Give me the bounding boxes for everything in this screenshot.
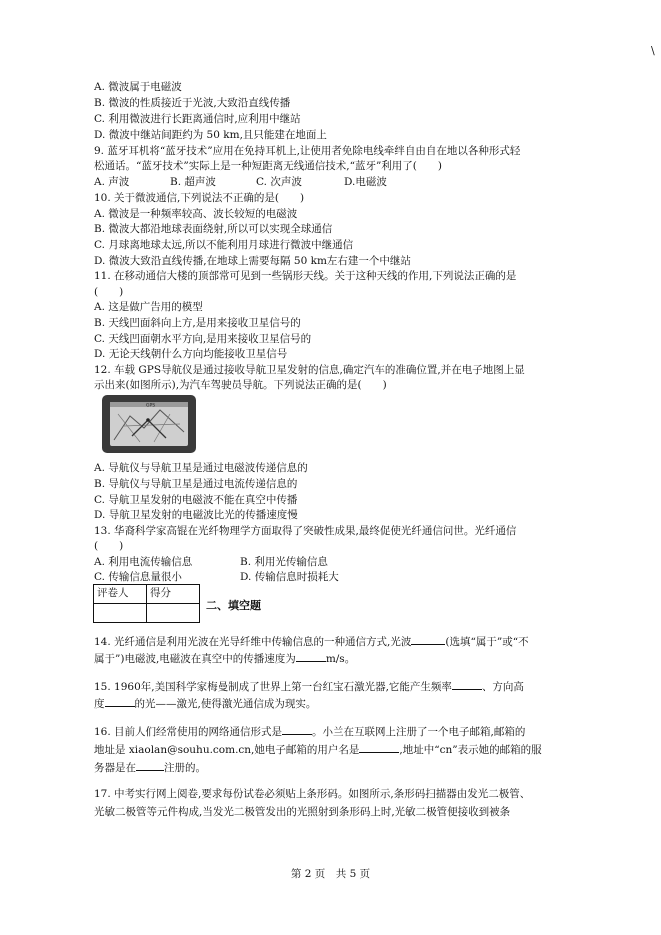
q15-blank-1 <box>452 678 482 690</box>
section-title: 二、填空题 <box>206 599 261 612</box>
q12-option-b: B. 导航仪与导航卫星是通过电流传递信息的 <box>94 478 298 490</box>
q10-stem: 10. 关于微波通信,下列说法不正确的是( ) <box>94 192 305 204</box>
q13-options-row1 <box>94 555 328 569</box>
grader-label: 评卷人 <box>94 585 147 604</box>
q8-option-b: B. 微波的性质接近于光波,大致沿直线传播 <box>94 97 291 109</box>
q15-blank-2 <box>105 695 135 707</box>
q9-stem-line1: 9. 蓝牙耳机将“蓝牙技术”应用在免持耳机上,让使用者免除电线牵绊自由自在地以各种形式轻 <box>94 145 521 157</box>
q15-text-1b: 、方向高 <box>481 681 524 693</box>
q13-stem-line1: 13. 华裔科学家高锟在光纤物理学方面取得了突破性成果,最终促使光纤通信问世。光纤通信 <box>94 525 517 537</box>
q14-blank-2 <box>296 650 326 662</box>
q16-line3 <box>94 759 206 775</box>
q17-line1: 17. 中考实行网上阅卷,要求每份试卷必须贴上条形码。如图所示,条形码扫描器由发光二极管、 <box>94 788 531 800</box>
q14-text-1a: 14. 光纤通信是利用光波在光导纤维中传输信息的一种通信方式,光波 <box>94 636 412 648</box>
q12-option-c: C. 导航卫星发射的电磁波不能在真空中传播 <box>94 494 298 506</box>
q9-stem-line2: 松通话。“蓝牙技术”实际上是一种短距离无线通信技术,“蓝牙”利用了( ) <box>94 160 443 172</box>
q17-line2: 光敏二极管等元件构成,当发光二极管发出的光照射到条形码上时,光敏二极管便接收到被条 <box>94 806 511 818</box>
q14-line1 <box>94 633 529 649</box>
q14-line2 <box>94 650 355 666</box>
q8-option-c: C. 利用微波进行长距离通信时,应利用中继站 <box>94 113 301 125</box>
q10-option-d: D. 微波大致沿直线传播,在地球上需要每隔 50 km左右建一个中继站 <box>94 255 411 267</box>
q16-line2 <box>94 741 542 757</box>
q9-options <box>94 175 387 189</box>
q10-option-b: B. 微波大都沿地球表面绕射,所以可以实现全球通信 <box>94 223 333 235</box>
q14-blank-1 <box>411 633 445 645</box>
q8-option-d: D. 微波中继站间距约为 50 km,且只能建在地面上 <box>94 129 327 141</box>
q13-option-a: A. 利用电流传输信息 <box>94 556 193 568</box>
q11-stem-line1: 11. 在移动通信大楼的顶部常可见到一些锅形天线。关于这种天线的作用,下列说法正确的是 <box>94 270 517 282</box>
q13-option-b: B. 利用光传输信息 <box>240 556 328 568</box>
q12-option-d: D. 导航卫星发射的电磁波比光的传播速度慢 <box>94 509 298 521</box>
q13-stem-line2: ( ) <box>94 540 124 552</box>
q16-text-3a: 务器是在 <box>94 762 136 774</box>
q16-text-3b: 注册的。 <box>164 762 206 774</box>
score-cell <box>147 604 200 623</box>
q14-text-2b: m/s。 <box>325 653 356 665</box>
q11-option-a: A. 这是做广告用的模型 <box>94 301 203 313</box>
page-footer: 第 2 页 共 5 页 <box>290 868 371 880</box>
q16-blank-1 <box>282 723 312 735</box>
q14-text-2a: 属于”)电磁波,电磁波在真空中的传播速度为 <box>94 653 296 665</box>
q16-text-1a: 16. 目前人们经常使用的网络通信形式是 <box>94 726 283 738</box>
q16-blank-2 <box>359 741 399 753</box>
q9-option-b: B. 超声波 <box>170 176 216 188</box>
q11-option-b: B. 天线凹面斜向上方,是用来接收卫星信号的 <box>94 317 301 329</box>
grader-cell <box>94 604 147 623</box>
q12-option-a: A. 导航仪与导航卫星是通过电磁波传递信息的 <box>94 462 308 474</box>
q14-text-1b: (选填“属于”或“不 <box>445 636 529 648</box>
gps-navigator-image <box>102 395 196 453</box>
q15-text-1a: 15. 1960年,美国科学家梅曼制成了世界上第一台红宝石激光器,它能产生频率 <box>94 681 452 693</box>
q15-text-2b: 的光——激光,使得激光通信成为现实。 <box>134 698 317 710</box>
grader-table <box>93 584 200 623</box>
q9-option-c: C. 次声波 <box>256 176 302 188</box>
q13-options-row2 <box>94 570 339 584</box>
q12-stem-line1: 12. 车载 GPS导航仪是通过接收导航卫星发射的信息,确定汽车的准确位置,并在电子地图上显 <box>94 364 525 376</box>
q12-stem-line2: 示出来(如图所示),为汽车驾驶员导航。下列说法正确的是( ) <box>94 379 387 391</box>
q8-option-a: A. 微波属于电磁波 <box>94 81 182 93</box>
gps-map-icon <box>110 402 188 446</box>
q16-text-1b: 。小兰在互联网上注册了一个电子邮箱,邮箱的 <box>312 726 526 738</box>
q15-text-2a: 度 <box>94 698 105 710</box>
q15-line2 <box>94 695 316 711</box>
corner-mark: \ <box>651 44 655 57</box>
q16-line1 <box>94 723 525 739</box>
score-label: 得分 <box>147 585 200 604</box>
q13-option-d: D. 传输信息时损耗大 <box>240 571 339 583</box>
gps-label: GPS <box>146 403 156 409</box>
q13-option-c: C. 传输信息量很小 <box>94 571 182 583</box>
q11-option-c: C. 天线凹面朝水平方向,是用来接收卫星信号的 <box>94 333 312 345</box>
q16-text-2b: ,地址中“cn”表示她的邮箱的服 <box>399 744 542 756</box>
q11-stem-line2: ( ) <box>94 286 124 298</box>
q10-option-c: C. 月球离地球太远,所以不能利用月球进行微波中继通信 <box>94 239 354 251</box>
q11-option-d: D. 无论天线朝什么方向均能接收卫星信号 <box>94 348 288 360</box>
q16-text-2a: 地址是 xiaolan@souhu.com.cn,她电子邮箱的用户名是 <box>94 744 360 756</box>
q10-option-a: A. 微波是一种频率较高、波长较短的电磁波 <box>94 208 298 220</box>
q15-line1 <box>94 678 524 694</box>
q9-option-d: D.电磁波 <box>344 176 387 188</box>
q9-option-a: A. 声波 <box>94 176 130 188</box>
q16-blank-3 <box>136 759 164 771</box>
